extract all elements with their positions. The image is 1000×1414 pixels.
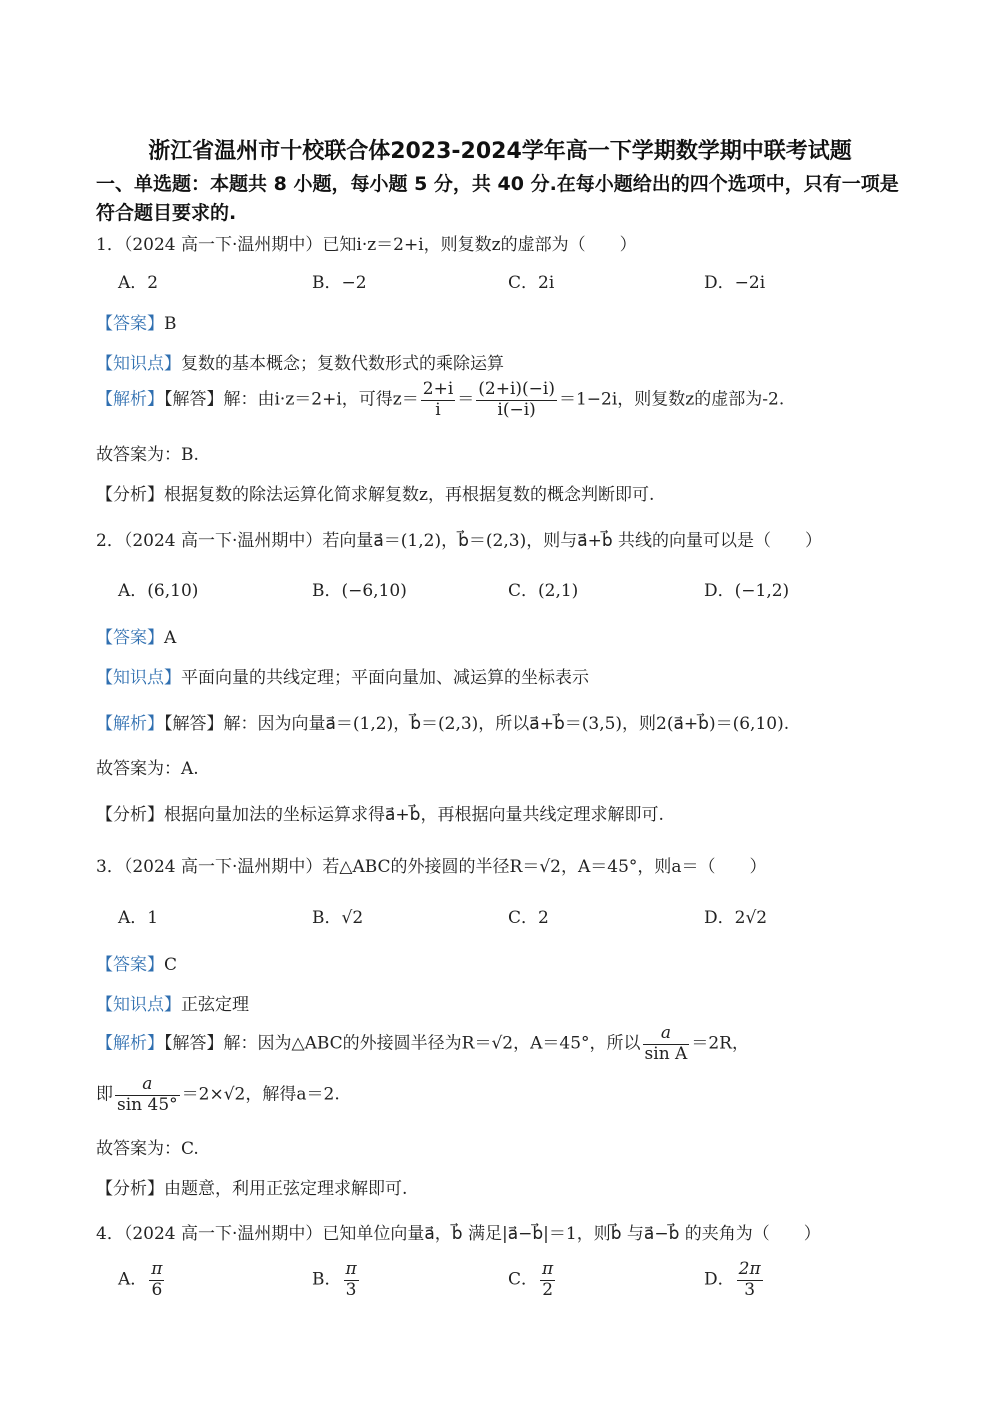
q3-fenxi: 由题意，利用正弦定理求解即可. [164, 1179, 408, 1199]
q1-knowledge-line [96, 349, 504, 374]
q3-fenxi-line: 【分析】由题意，利用正弦定理求解即可. [96, 1179, 408, 1199]
q1-jieda-prefix: 【解答】解：由i·z＝2+i，可得z＝ [164, 389, 419, 410]
q1-option-c: C．2i [508, 273, 555, 293]
q1-fenxi: 根据复数的除法运算化简求解复数z，再根据复数的概念判断即可. [164, 485, 655, 505]
q2-answer: A [164, 628, 177, 648]
q3-knowledge: 正弦定理 [181, 995, 249, 1015]
fenxi-tag: 【分析】 [96, 485, 164, 505]
q3-option-b: B．√2 [312, 908, 364, 928]
q2-option-c: C．(2,1) [508, 581, 579, 601]
q2-option-d: D．(−1,2) [704, 581, 790, 601]
q4-option-c: C． $\frac{\pi}{2}$ [508, 1259, 554, 1300]
question-3-stem: 3．（2024 高一下·温州期中）若△ABC的外接圆的半径R＝√2，A＝45°，则a＝（ ） [96, 857, 767, 877]
knowledge-tag: 【知识点】 [96, 354, 181, 374]
q4-option-a: A． $\frac{\pi}{6}$ [118, 1259, 163, 1300]
q3-analysis-line-2: 即 $\frac{a}{\sin 45^\circ}$ ＝2×√2，解得a＝2. [96, 1074, 340, 1115]
q3-conclusion: 故答案为：C. [96, 1139, 199, 1159]
q4-option-d: D． $\frac{2\pi}{3}$ [704, 1259, 761, 1300]
analysis-tag: 【解析】 [96, 389, 164, 410]
q2-jieda: 【解答】解：因为向量a⃗＝(1,2)，b⃗＝(2,3)，所以a⃗+b⃗＝(3,5)，则2(a⃗+b⃗)＝(6,10). [164, 714, 790, 734]
q2-fenxi: 根据向量加法的坐标运算求得a⃗+b⃗，再根据向量共线定理求解即可. [164, 805, 664, 825]
q1-analysis-line: 【解析】【解答】解：由i·z＝2+i，可得z＝ $\frac{2+i}{i}$ ＝ $\frac{(2+i)(-i)}{i(-i)}$ ＝1−2i，则复数z的虚部为-2. [96, 379, 785, 420]
q2-fenxi-line: 【分析】根据向量加法的坐标运算求得a⃗+b⃗，再根据向量共线定理求解即可. [96, 805, 664, 825]
q2-analysis-line: 【解析】【解答】解：因为向量a⃗＝(1,2)，b⃗＝(2,3)，所以a⃗+b⃗＝(3,5)，则2(a⃗+b⃗)＝(6,10). [96, 714, 790, 734]
q2-answer-line: 【答案】A [96, 628, 177, 648]
q1-fraction-1: $\frac{2+i}{i}$ [422, 379, 454, 420]
q1-fraction-2: $\frac{(2+i)(-i)}{i(-i)}$ [478, 379, 555, 420]
q1-jieda-suffix: ＝1−2i，则复数z的虚部为-2. [558, 389, 785, 410]
q3-knowledge-line: 【知识点】正弦定理 [96, 995, 249, 1015]
q1-conclusion: 故答案为：B. [96, 445, 199, 465]
q1-answer: B [164, 314, 177, 334]
q2-conclusion: 故答案为：A. [96, 759, 199, 779]
q1-option-b: B．−2 [312, 273, 367, 293]
q1-option-d: D．−2i [704, 273, 766, 293]
q2-option-a: A．(6,10) [118, 581, 199, 601]
q3-jieda-suffix: ＝2R， [691, 1033, 749, 1054]
q3-option-c: C．2 [508, 908, 549, 928]
question-1-stem: 1．（2024 高一下·温州期中）已知i·z＝2+i，则复数z的虚部为（ ） [96, 235, 637, 255]
q2-knowledge: 平面向量的共线定理；平面向量加、减运算的坐标表示 [181, 668, 589, 688]
q2-option-b: B．(−6,10) [312, 581, 407, 601]
q4-option-b: B． $\frac{\pi}{3}$ [312, 1259, 357, 1300]
question-2-stem: 2．（2024 高一下·温州期中）若向量a⃗＝(1,2)，b⃗＝(2,3)，则与a⃗+b⃗ 共线的向量可以是（ ） [96, 531, 823, 551]
q3-analysis-line: 【解析】【解答】解：因为△ABC的外接圆半径为R＝√2，A＝45°，所以 $\frac{a}{\text{sin A}}$ ＝2R， [96, 1023, 749, 1064]
q2-knowledge-line: 【知识点】平面向量的共线定理；平面向量加、减运算的坐标表示 [96, 668, 589, 688]
q3-answer-line: 【答案】C [96, 955, 178, 975]
q1-answer-line [96, 309, 177, 334]
q3-fraction-2: $\frac{a}{\sin 45^\circ}$ [117, 1074, 178, 1115]
section-heading: 一、单选题：本题共 8 小题，每小题 5 分，共 40 分.在每小题给出的四个选项中，只有一项是符合题目要求的. [96, 173, 899, 224]
page-title: 浙江省温州市十校联合体2023-2024学年高一下学期数学期中联考试题 [148, 139, 852, 164]
q1-fenxi-line [96, 480, 654, 505]
q3-option-a: A．1 [118, 908, 159, 928]
q1-option-a: A．2 [118, 273, 159, 293]
q3-option-d: D．2√2 [704, 908, 768, 928]
question-4-stem: 4．（2024 高一下·温州期中）已知单位向量a⃗，b⃗ 满足|a⃗−b⃗|＝1，则b⃗ 与a⃗−b⃗ 的夹角为（ ） [96, 1224, 821, 1244]
q3-answer: C [164, 955, 178, 975]
q1-knowledge: 复数的基本概念；复数代数形式的乘除运算 [181, 354, 504, 374]
answer-tag: 【答案】 [96, 314, 164, 334]
q3-fraction-1: $\frac{a}{\text{sin A}}$ [644, 1023, 688, 1064]
q3-line2-suffix: ＝2×√2，解得a＝2. [181, 1084, 340, 1105]
q3-jieda-prefix: 【解答】解：因为△ABC的外接圆半径为R＝√2，A＝45°，所以 [164, 1033, 641, 1054]
